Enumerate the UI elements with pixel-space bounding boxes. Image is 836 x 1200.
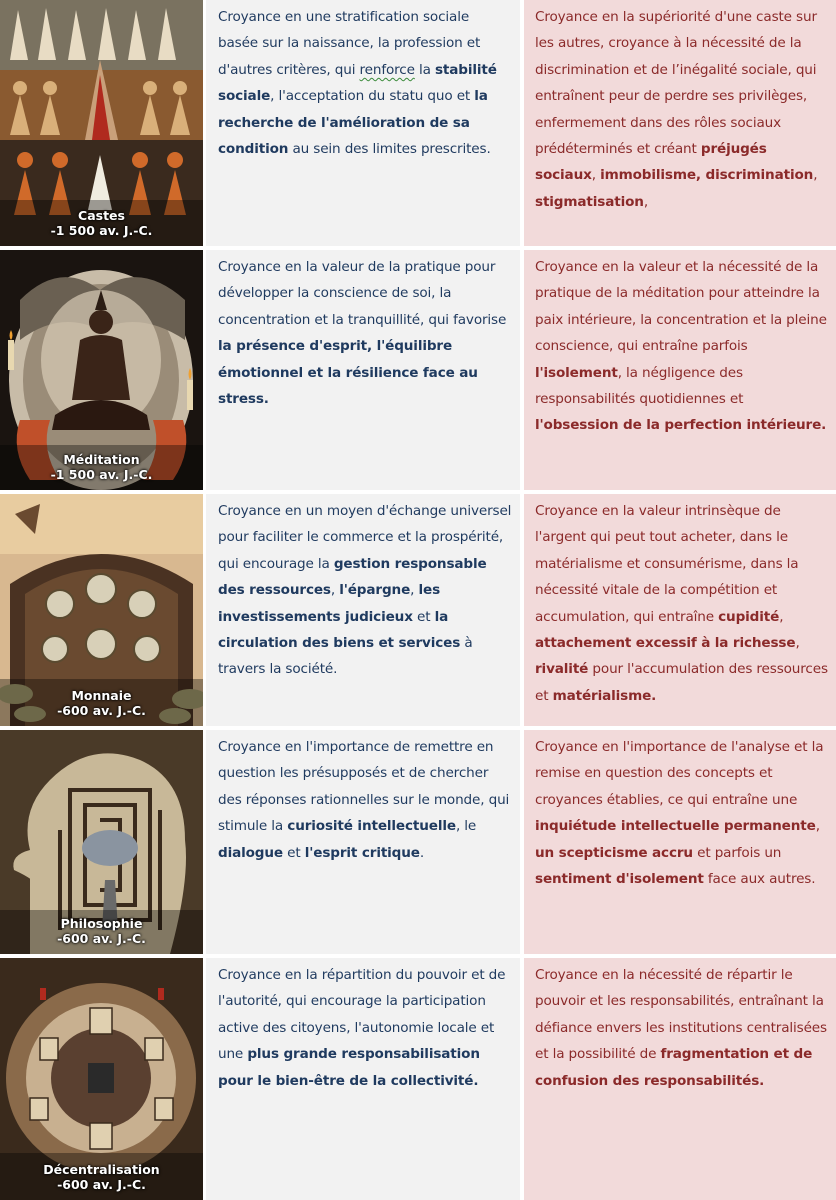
body-text: , l'acceptation du statu quo et: [270, 88, 475, 105]
table-row: [0, 494, 836, 726]
positive-text: [218, 254, 512, 412]
emphasis-text: la présence d'esprit, l'équilibre émotionnel et la résilience face au stress.: [218, 338, 478, 408]
image-caption: [0, 1162, 203, 1192]
body-text: Croyance en la valeur de la pratique pour développer la conscience de soi, la concentration et la tranquillité, qui favorise: [218, 259, 507, 328]
philosophy-illustration: [0, 730, 203, 954]
emphasis-text: stigmatisation: [535, 193, 644, 210]
positive-text: [218, 4, 512, 162]
image-caption: [0, 688, 203, 718]
body-text: , le: [455, 818, 477, 835]
body-text: et: [283, 844, 305, 861]
body-text: .: [419, 844, 425, 861]
body-text: ,: [813, 167, 818, 184]
body-text: Croyance en la valeur intrinsèque de l'argent qui peut tout acheter, dans le matérialisme et consumérisme, dans la nécessité vitale de la compétition et accumulation, qui entraîne: [535, 503, 799, 625]
body-text: à travers la société.: [218, 635, 473, 678]
emphasis-text: dialogue: [218, 844, 283, 861]
body-text: au sein des limites prescrites.: [288, 141, 491, 158]
negative-text: [535, 962, 830, 1094]
emphasis-text: la circulation des biens et services: [218, 608, 461, 652]
emphasis-text: rivalité: [535, 661, 589, 678]
negative-cell: [524, 0, 836, 246]
body-text: ,: [643, 193, 648, 210]
table-row: [0, 730, 836, 954]
negative-text: [535, 254, 830, 439]
positive-text: [218, 962, 512, 1094]
decentralisation-illustration: [0, 958, 203, 1200]
body-text: ,: [815, 818, 820, 835]
body-text: ,: [591, 167, 601, 184]
body-text: , la négligence des responsabilités quotidiennes et: [535, 364, 744, 408]
emphasis-text: fragmentation et de confusion des responsabilités.: [535, 1046, 813, 1089]
emphasis-text: les investissements judicieux: [218, 582, 441, 625]
negative-text: [535, 4, 830, 215]
positive-text: [218, 498, 512, 683]
body-text: Croyance en l'importance de remettre en question les présupposés et de chercher des réponses rationnelles sur le monde, qui stimule la: [218, 739, 510, 835]
body-text: ,: [410, 582, 419, 599]
caption-title: Castes: [78, 208, 125, 223]
emphasis-text: sentiment d'isolement: [535, 871, 704, 888]
positive-cell: [206, 958, 520, 1200]
emphasis-text: matérialisme.: [552, 687, 657, 704]
table-row: [0, 250, 836, 490]
negative-cell: [524, 730, 836, 954]
body-text: face aux autres.: [703, 871, 816, 888]
emphasis-text: cupidité: [718, 608, 780, 625]
positive-cell: [206, 494, 520, 726]
body-text: Croyance en la nécessité de répartir le pouvoir et les responsabilités, entraînant la défiance envers les institutions centralisées et la possibilité de: [535, 967, 827, 1063]
emphasis-text: attachement excessif à la richesse: [535, 635, 796, 652]
negative-text: [535, 734, 830, 892]
emphasis-text: la recherche de l'amélioration de sa condition: [218, 88, 488, 158]
caption-date: -600 av. J.-C.: [57, 1177, 146, 1192]
positive-cell: [206, 730, 520, 954]
body-text: Croyance en l'importance de l'analyse et la remise en question des concepts et croyances établies, ce qui entraîne une: [535, 739, 824, 808]
body-text: pour l'accumulation des ressources et: [535, 661, 828, 704]
image-caption: [0, 208, 203, 238]
caption-title: Méditation: [63, 452, 140, 467]
body-text: la: [414, 61, 435, 78]
body-text: Croyance en une stratification sociale basée sur la naissance, la profession et d'autres critères, qui: [218, 9, 481, 78]
meditation-illustration: [0, 250, 203, 490]
body-text: ,: [779, 608, 784, 625]
negative-cell: [524, 494, 836, 726]
image-caption: [0, 916, 203, 946]
image-caption: [0, 452, 203, 482]
caption-date: -600 av. J.-C.: [57, 931, 146, 946]
emphasis-text: l'épargne: [339, 582, 411, 599]
body-text: Croyance en la répartition du pouvoir et de l'autorité, qui encourage la participation active des citoyens, l'autonomie locale et une: [218, 967, 506, 1063]
caption-title: Monnaie: [71, 688, 132, 703]
caption-date: -1 500 av. J.-C.: [50, 223, 153, 238]
emphasis-text: immobilisme, discrimination: [600, 167, 814, 184]
spellcheck-underlined-text: renforce: [359, 61, 415, 78]
body-text: ,: [795, 635, 800, 652]
body-text: Croyance en un moyen d'échange universel pour faciliter le commerce et la prospérité, qui encourage la: [218, 503, 512, 572]
body-text: et: [412, 608, 435, 625]
emphasis-text: gestion responsable des ressources: [218, 555, 487, 599]
emphasis-text: stabilité sociale: [218, 61, 497, 105]
caption-date: -600 av. J.-C.: [57, 703, 146, 718]
negative-cell: [524, 250, 836, 490]
body-text: Croyance en la valeur et la nécessité de la pratique de la méditation pour atteindre la paix intérieure, la concentration et la pleine conscience, qui entraîne parfois: [535, 259, 827, 355]
positive-cell: [206, 0, 520, 246]
emphasis-text: curiosité intellectuelle: [287, 818, 456, 835]
caption-title: Décentralisation: [43, 1162, 160, 1177]
emphasis-text: l'obsession de la perfection intérieure.: [535, 417, 827, 434]
positive-cell: [206, 250, 520, 490]
body-text: Croyance en la supériorité d'une caste sur les autres, croyance à la nécessité de la discrimination et de l’inégalité sociale, qui entraînent peur de perdre ses privilèges, enfermement dans des rôles sociaux prédéterminés et créant: [535, 9, 817, 158]
emphasis-text: l'esprit critique: [304, 844, 420, 861]
negative-text: [535, 498, 830, 709]
negative-cell: [524, 958, 836, 1200]
emphasis-text: préjugés sociaux: [535, 141, 767, 184]
emphasis-text: l'isolement: [535, 364, 618, 381]
emphasis-text: inquiétude intellectuelle permanente: [535, 818, 816, 835]
money-illustration: [0, 494, 203, 726]
emphasis-text: un scepticisme accru: [535, 844, 693, 861]
emphasis-text: plus grande responsabilisation pour le bien-être de la collectivité.: [218, 1046, 480, 1089]
caption-title: Philosophie: [60, 916, 143, 931]
body-text: et parfois un: [692, 844, 782, 861]
table-row: [0, 958, 836, 1200]
table-row: [0, 0, 836, 246]
castes-illustration: [0, 0, 203, 246]
body-text: ,: [330, 582, 340, 599]
positive-text: [218, 734, 512, 866]
caption-date: -1 500 av. J.-C.: [50, 467, 153, 482]
